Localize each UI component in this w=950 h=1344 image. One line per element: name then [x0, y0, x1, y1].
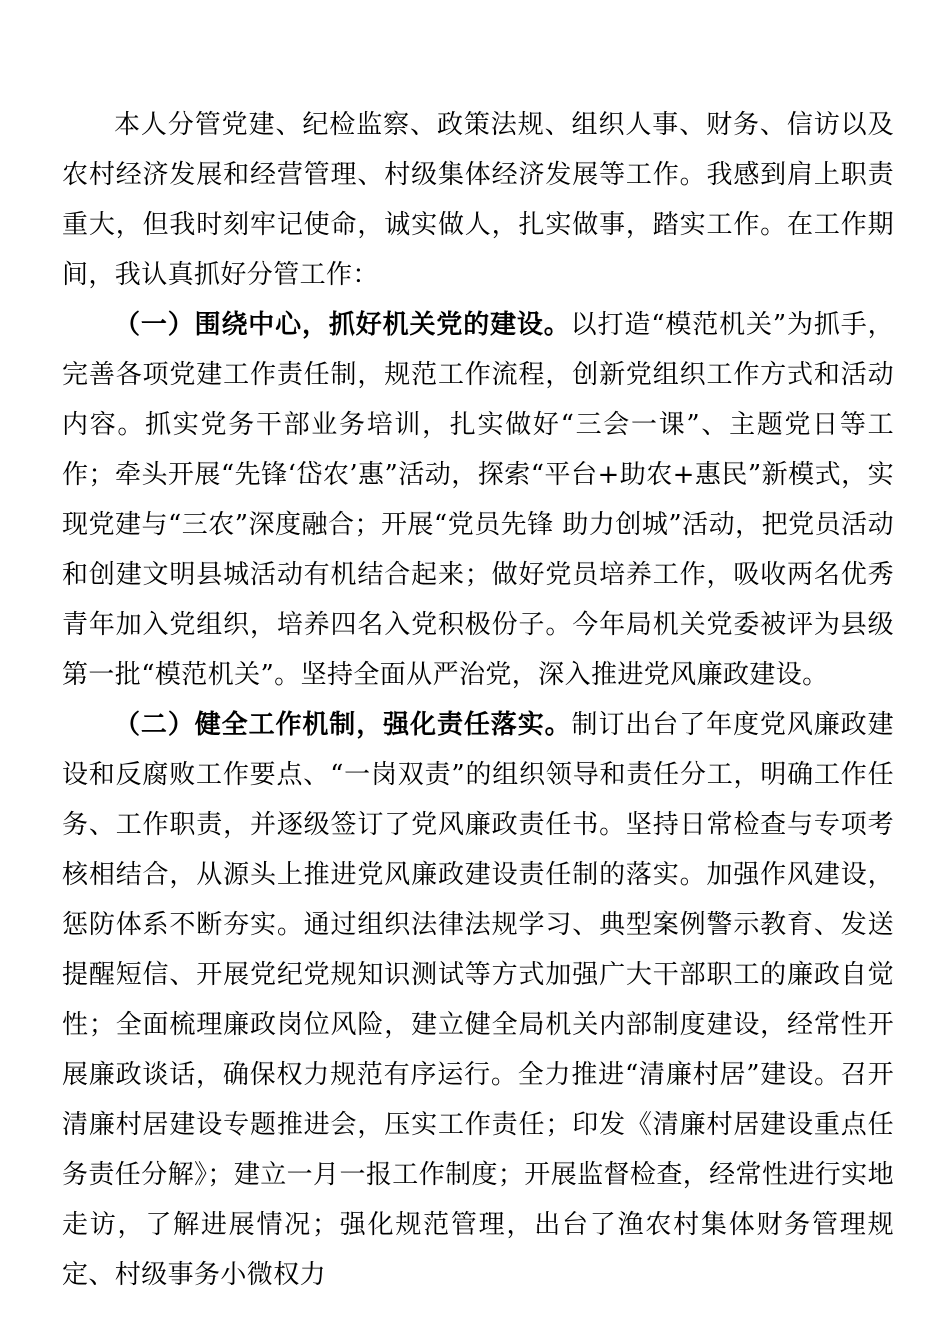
section-one-paragraph — [62, 300, 894, 700]
section-two-text: 制订出台了年度党风廉政建设和反腐败工作要点、“一岗双责”的组织领导和责任分工，明确工作任务、工作职责，并逐级签订了党风廉政责任书。坚持日常检查与专项考核相结合，从源头上推进党风廉政建设责任制的落实。加强作风建设，惩防体系不断夯实。通过组织法律法规学习、典型案例警示教育、发送提醒短信、开展党纪党规知识测试等方式加强广大干部职工的廉政自觉性；全面梳理廉政岗位风险，建立健全局机关内部制度建设，经常性开展廉政谈话，确保权力规范有序运行。全力推进“清廉村居”建设。召开清廉村居建设专题推进会，压实工作责任；印发《清廉村居建设重点任务责任分解》；建立一月一报工作制度；开展监督检查，经常性进行实地走访，了解进展情况；强化规范管理，出台了渔农村集体财务管理规定、村级事务小微权力 — [62, 710, 894, 1290]
section-two-heading: （二）健全工作机制，强化责任落实。 — [114, 710, 572, 740]
section-one-heading: （一）围绕中心，抓好机关党的建设。 — [114, 310, 571, 340]
document-body — [62, 100, 894, 1300]
intro-paragraph — [62, 100, 894, 300]
section-two-paragraph — [62, 700, 894, 1300]
section-one-text: 以打造“模范机关”为抓手，完善各项党建工作责任制，规范工作流程，创新党组织工作方式和活动内容。抓实党务干部业务培训，扎实做好“三会一课”、主题党日等工作；牵头开展“先锋‘岱农’惠”活动，探索“平台+助农+惠民”新模式，实现党建与“三农”深度融合；开展“党员先锋 助力创城”活动，把党员活动和创建文明县城活动有机结合起来；做好党员培养工作，吸收两名优秀青年加入党组织，培养四名入党积极份子。今年局机关党委被评为县级第一批“模范机关”。坚持全面从严治党，深入推进党风廉政建设。 — [62, 310, 894, 690]
intro-paragraph-text: 本人分管党建、纪检监察、政策法规、组织人事、财务、信访以及农村经济发展和经营管理、村级集体经济发展等工作。我感到肩上职责重大，但我时刻牢记使命，诚实做人，扎实做事，踏实工作。在工作期间，我认真抓好分管工作： — [62, 110, 894, 290]
